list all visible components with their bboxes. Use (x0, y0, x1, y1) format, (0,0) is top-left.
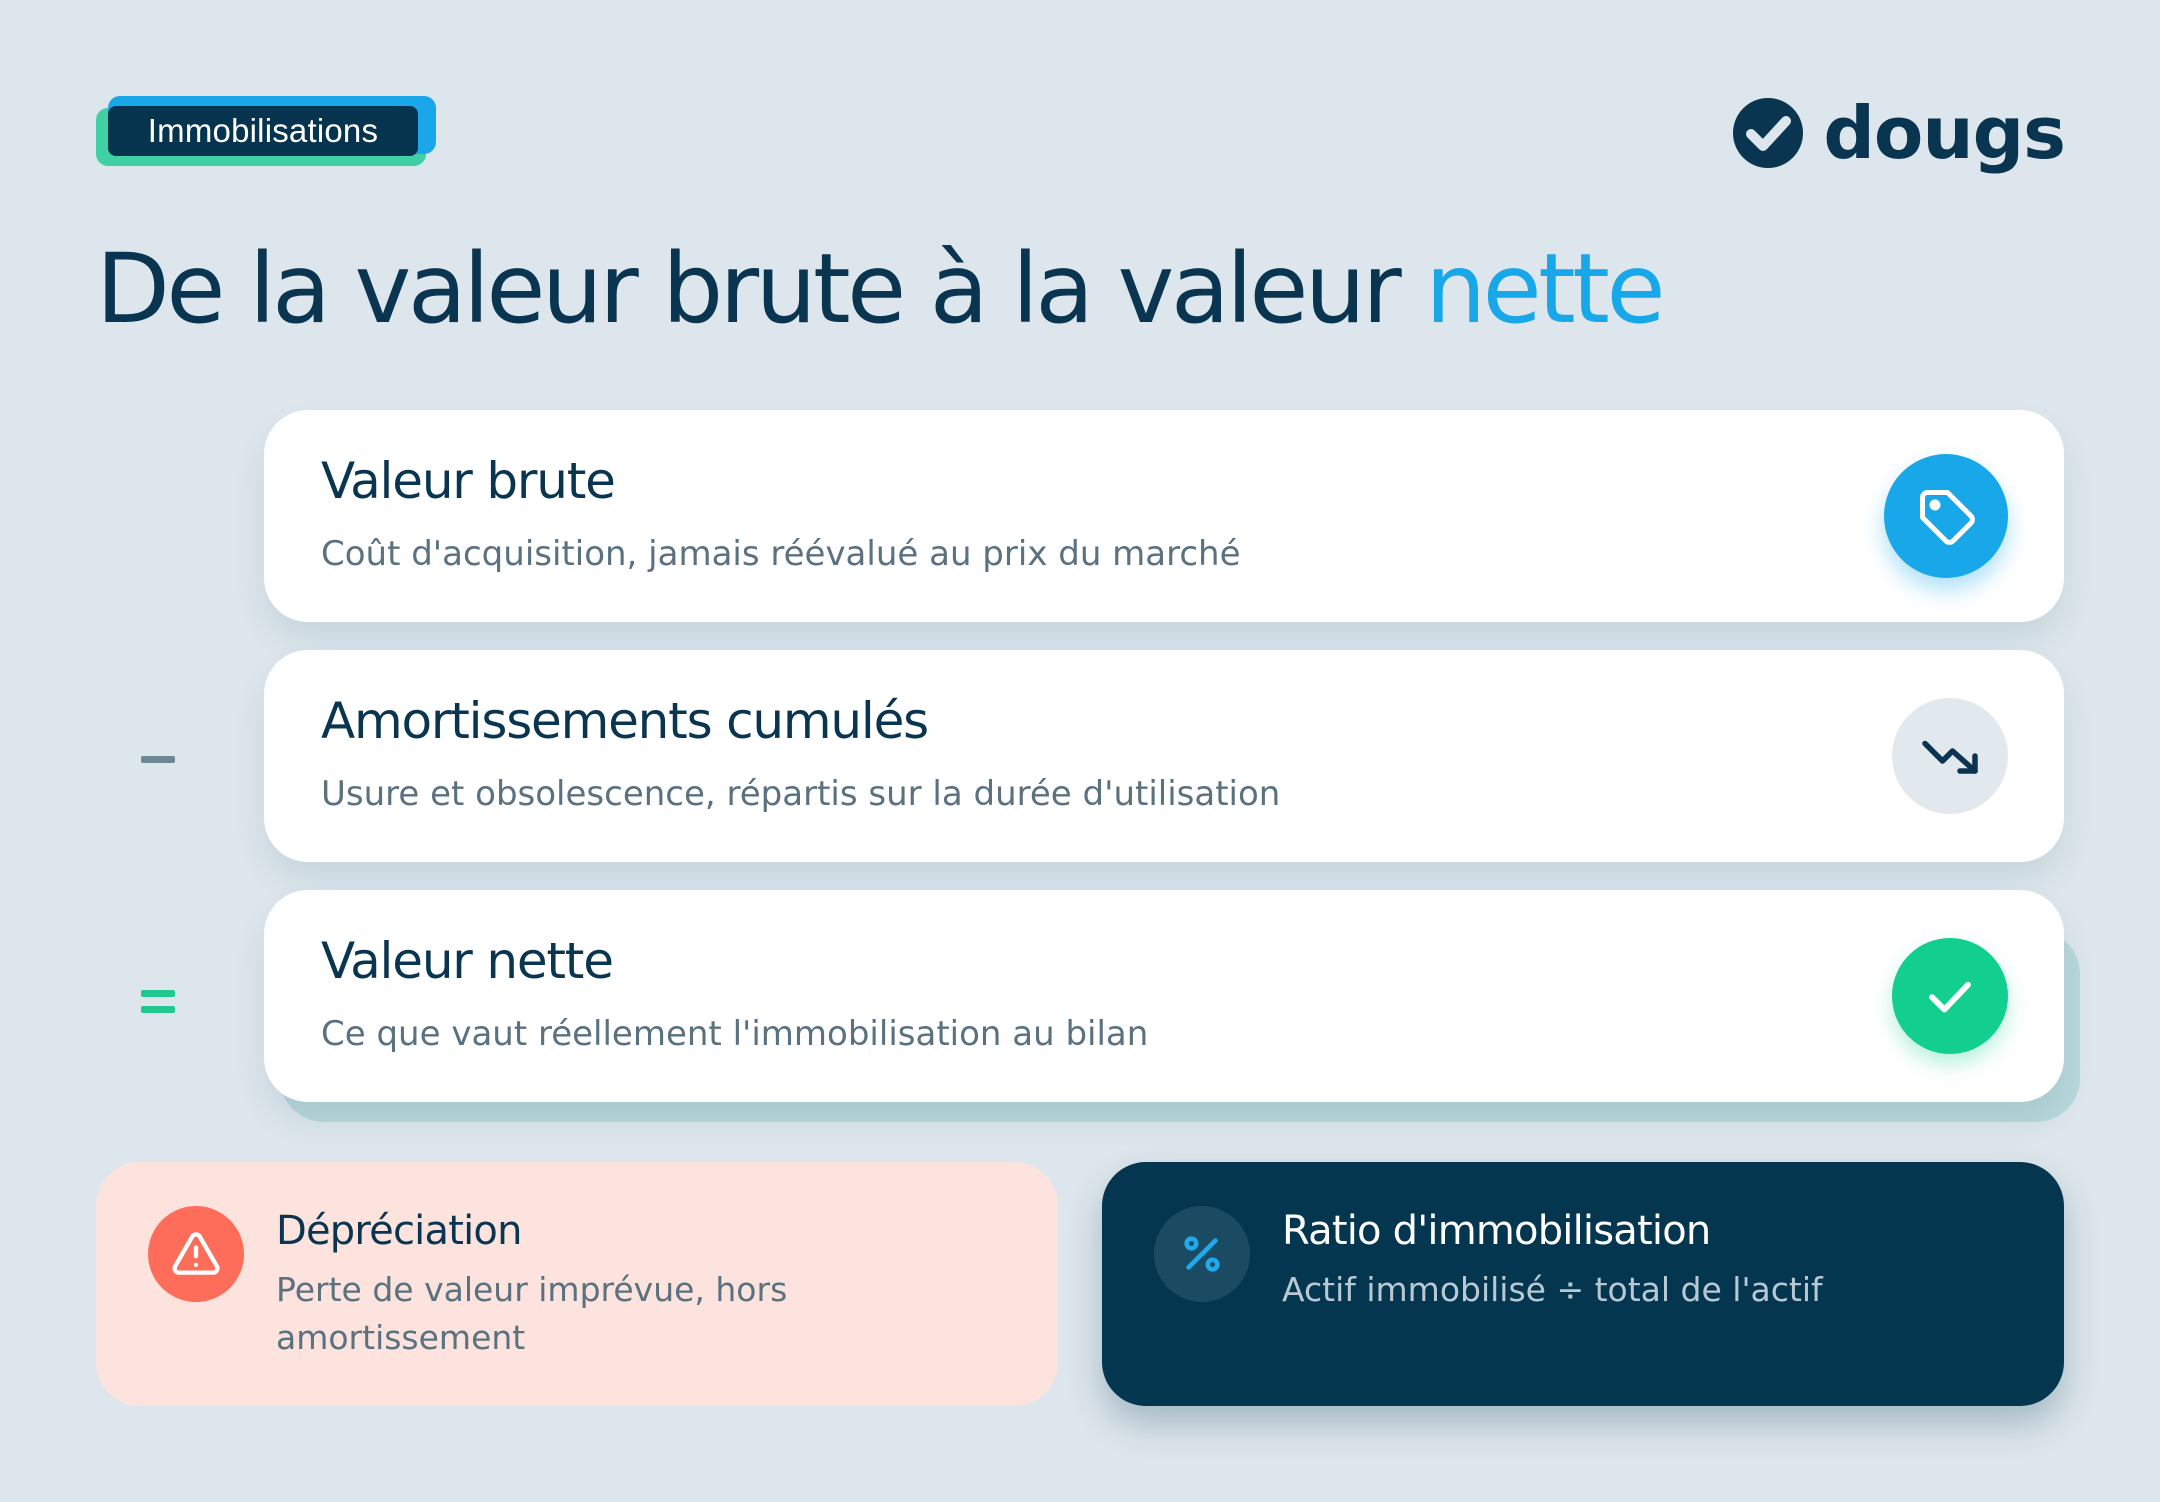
logo-text: dougs (1823, 91, 2065, 175)
trend-down-icon (1892, 698, 2008, 814)
card-valeur-nette (264, 890, 2064, 1102)
tag-icon (1884, 454, 2008, 578)
warning-icon (148, 1206, 244, 1302)
ratio-box (1102, 1162, 2064, 1406)
card-title: Valeur brute (321, 452, 615, 510)
check-icon (1892, 938, 2008, 1054)
card-description: Usure et obsolescence, répartis sur la durée d'utilisation (321, 774, 1281, 814)
tag-label: Immobilisations (108, 106, 418, 156)
box-title: Ratio d'immobilisation (1282, 1208, 1711, 1254)
percent-icon (1154, 1206, 1250, 1302)
equals-operator-bottom (141, 1006, 175, 1013)
card-description: Coût d'acquisition, jamais réévalué au prix du marché (321, 534, 1241, 574)
minus-operator (141, 756, 175, 763)
box-description: Perte de valeur imprévue, hors amortissement (276, 1270, 788, 1357)
title-main: De la valeur brute à la valeur (96, 233, 1426, 345)
equals-operator-top (141, 990, 175, 997)
page-title (96, 232, 1662, 347)
title-accent: nette (1425, 233, 1662, 345)
depreciation-box (96, 1162, 1058, 1406)
logo-check-icon (1731, 96, 1805, 170)
card-amortissements (264, 650, 2064, 862)
card-description: Ce que vaut réellement l'immobilisation au bilan (321, 1014, 1149, 1054)
brand-logo (1731, 91, 2065, 175)
box-description: Actif immobilisé ÷ total de l'actif (1282, 1270, 1823, 1309)
card-valeur-brute (264, 410, 2064, 622)
category-tag (96, 96, 436, 170)
card-title: Amortissements cumulés (321, 692, 928, 750)
box-title: Dépréciation (276, 1208, 522, 1254)
card-title: Valeur nette (321, 932, 613, 990)
